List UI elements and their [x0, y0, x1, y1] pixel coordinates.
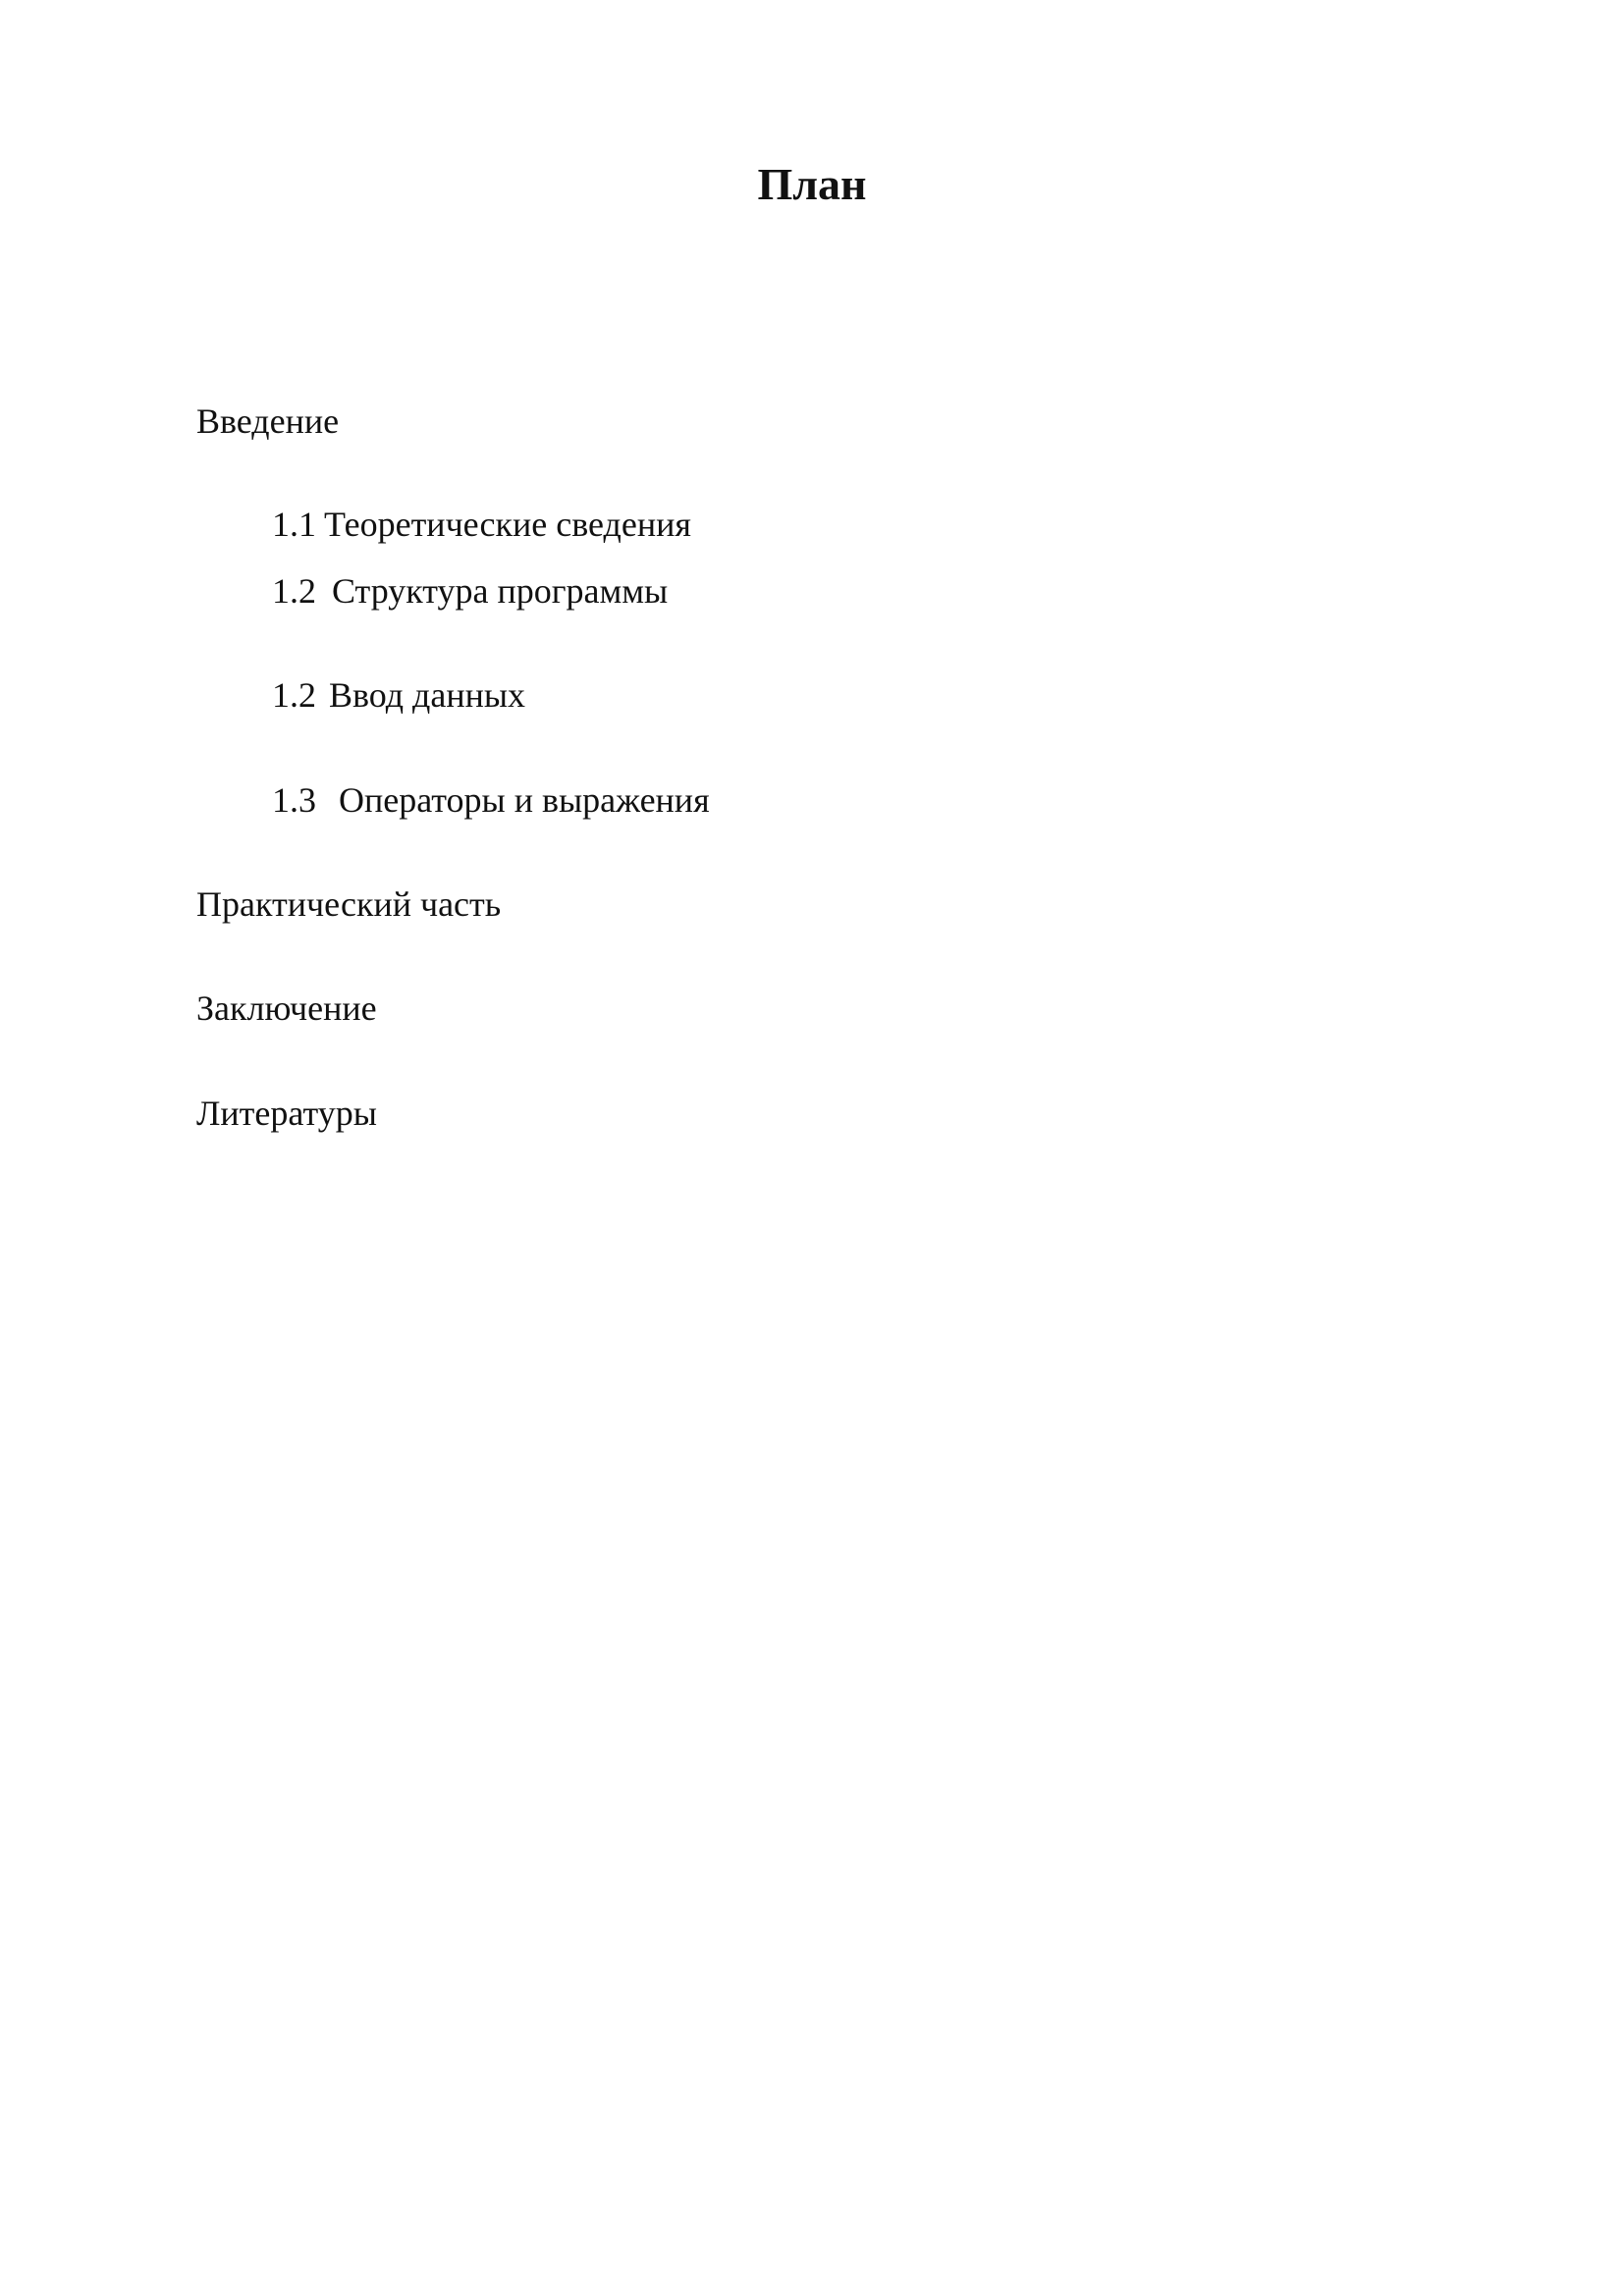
toc-item-number: 1.2 — [272, 675, 316, 715]
toc-item-label: Операторы и выражения — [339, 780, 710, 820]
toc-item-number: 1.2 — [272, 571, 316, 611]
toc-item-operators — [272, 778, 710, 822]
toc-item-number: 1.1 — [272, 505, 316, 544]
toc-item-label: Ввод данных — [329, 675, 526, 715]
toc-item-conclusion: Заключение — [196, 988, 377, 1028]
toc-item-number: 1.3 — [272, 780, 316, 820]
toc-item-practical: Практический часть — [196, 884, 502, 924]
toc-item-program-structure — [272, 569, 668, 613]
toc-item-data-input — [272, 673, 525, 717]
toc-item-label: Структура программы — [332, 571, 669, 611]
toc-item-literature: Литературы — [196, 1094, 377, 1133]
toc-item-label: Теоретические сведения — [324, 505, 691, 544]
page-title: План — [757, 159, 867, 209]
toc-item-introduction: Введение — [196, 401, 340, 441]
toc-item-theory — [272, 503, 691, 546]
